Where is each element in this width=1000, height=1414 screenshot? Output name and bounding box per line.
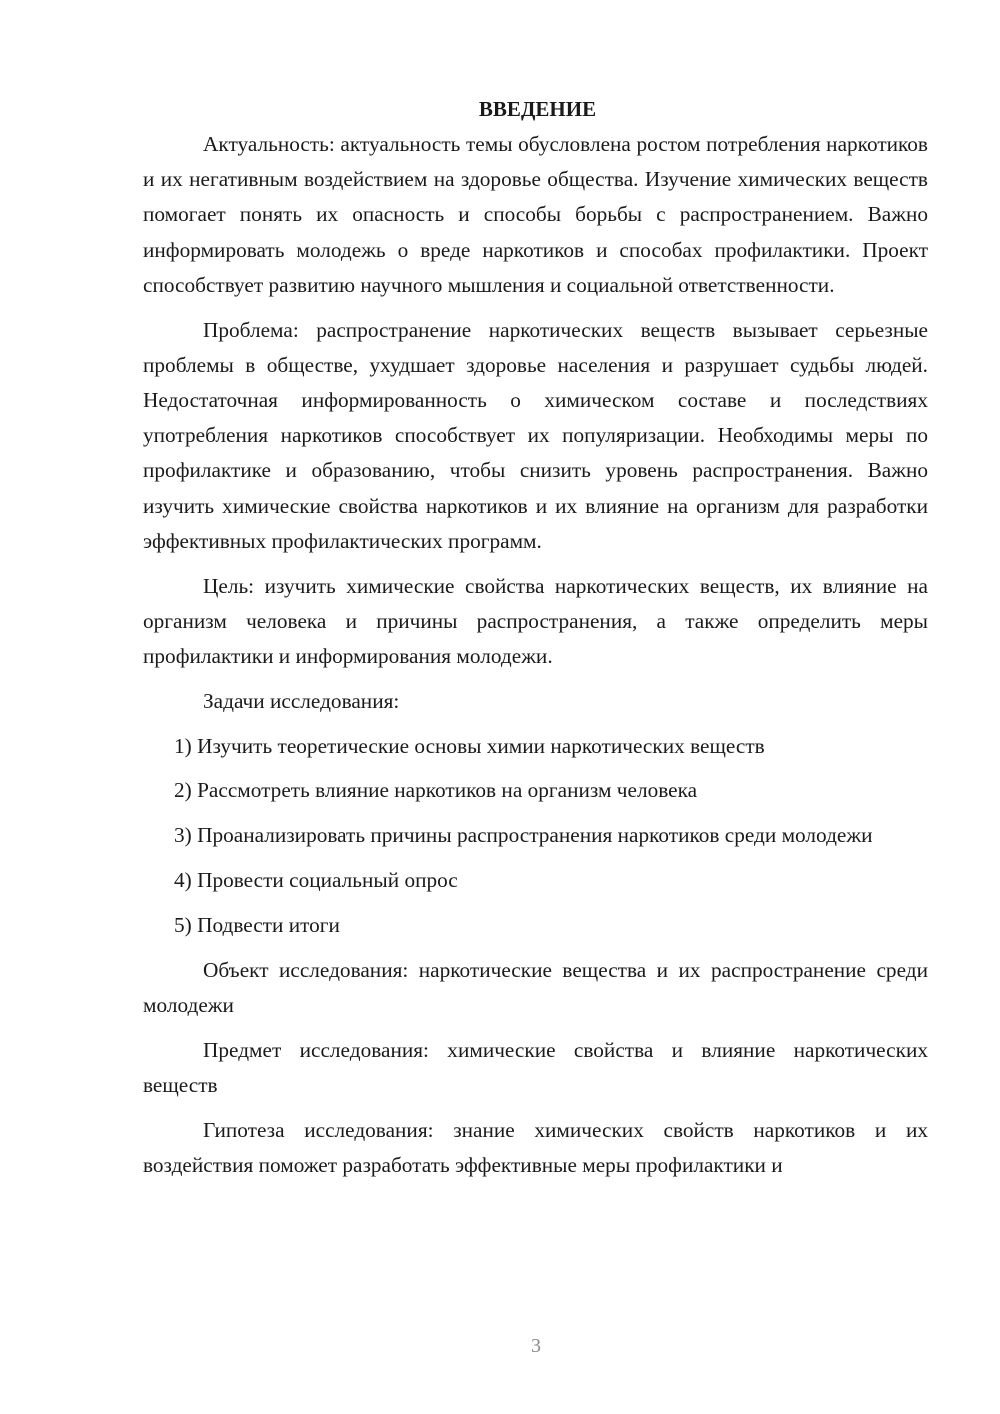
page-number: 3 [531,1335,541,1357]
research-object-paragraph: Объект исследования: наркотические вещества и их распространение среди молодежи [143,957,928,1017]
task-item-1: 1) Изучить теоретические основы химии наркотических веществ [174,733,765,758]
research-subject-paragraph: Предмет исследования: химические свойства и влияние наркотических веществ [143,1037,928,1097]
goal-paragraph: Цель: изучить химические свойства наркотических веществ, их влияние на организм человека и причины распространения, а также определить меры профилактики и информирования молодежи. [143,573,928,669]
problem-paragraph: Проблема: распространение наркотических веществ вызывает серьезные проблемы в обществе, ухудшает здоровье населения и разрушает судьбы людей. Недостаточная информированность о химическом составе и последствиях употребления наркотиков способствует их популяризации. Необходимы меры по профилактике и образованию, чтобы снизить уровень распространения. Важно изучить химические свойства наркотиков и их влияние на организм для разработки эффективных профилактических программ. [143,317,928,553]
task-item-5: 5) Подвести итоги [174,912,340,937]
task-item-3: 3) Проанализировать причины распространения наркотиков среди молодежи [174,823,873,848]
task-item-4: 4) Провести социальный опрос [174,868,458,893]
relevance-paragraph: Актуальность: актуальность темы обусловлена ростом потребления наркотиков и их негативным воздействием на здоровье общества. Изучение химических веществ помогает понять их опасность и способы борьбы с распространением. Важно информировать молодежь о вреде наркотиков и способах профилактики. Проект способствует развитию научного мышления и социальной ответственности. [143,132,928,297]
task-item-2: 2) Рассмотреть влияние наркотиков на организм человека [174,778,698,803]
tasks-heading: Задачи исследования: [203,688,400,713]
section-title: ВВЕДЕНИЕ [478,97,597,121]
hypothesis-paragraph: Гипотеза исследования: знание химических свойств наркотиков и их воздействия поможет разработать эффективные меры профилактики и [143,1117,928,1177]
document-page [143,92,928,1183]
